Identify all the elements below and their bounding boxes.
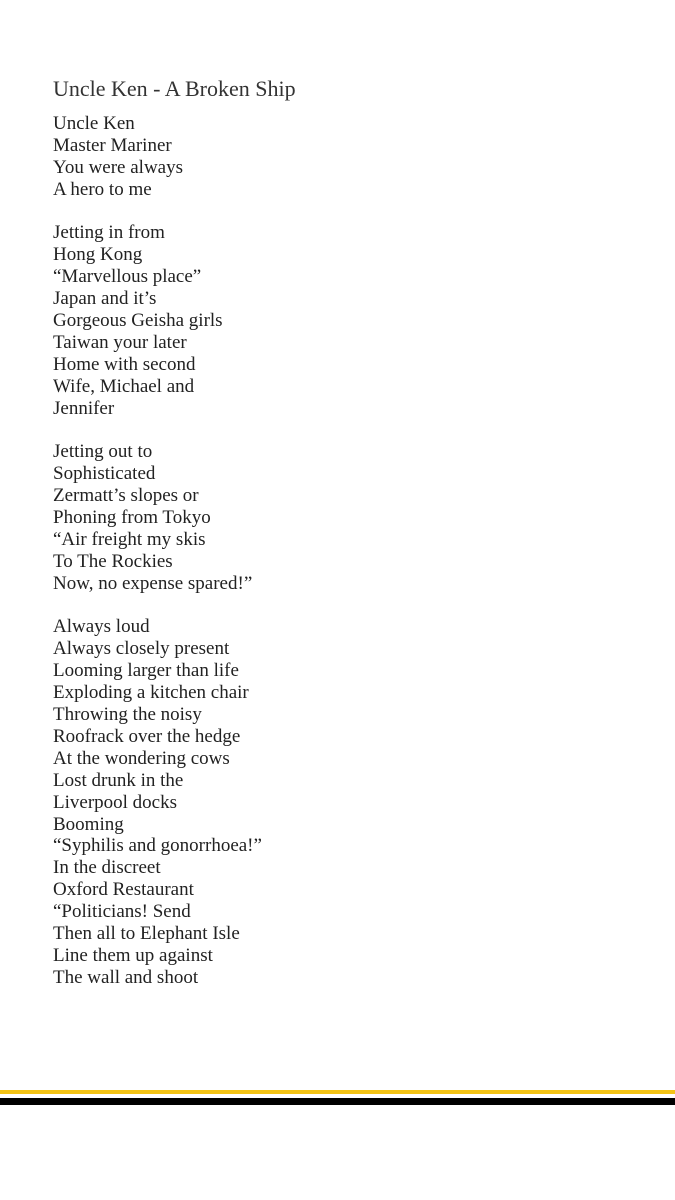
poem-line: Taiwan your later (53, 331, 187, 353)
poem-line: Home with second (53, 353, 196, 375)
poem-line: Gorgeous Geisha girls (53, 310, 223, 332)
footer-accent-rule (0, 1090, 675, 1094)
poem-line: A hero to me (53, 178, 152, 200)
stanza-2 (53, 222, 653, 419)
stanza-3 (53, 441, 653, 594)
poem-line: Now, no expense spared!” (53, 572, 253, 594)
poem-line: Exploding a kitchen chair (53, 682, 249, 704)
poem-line: Line them up against (53, 944, 213, 966)
poem-line: Zermatt’s slopes or (53, 485, 199, 507)
stanza-4 (53, 616, 653, 988)
poem-line: Lost drunk in the (53, 769, 184, 791)
poem-line: Hong Kong (53, 244, 143, 266)
poem-line: Jennifer (53, 397, 115, 419)
poem-line: In the discreet (53, 857, 161, 879)
poem-title: Uncle Ken - A Broken Ship (53, 76, 296, 101)
poem-line: Oxford Restaurant (53, 879, 194, 901)
poem-line: “Air freight my skis (53, 528, 206, 550)
stanza-1 (53, 113, 653, 201)
poem-line: You were always (53, 156, 183, 178)
poem-line: Roofrack over the hedge (53, 725, 241, 747)
footer-bar-rule (0, 1098, 675, 1105)
poem-line: The wall and shoot (53, 966, 199, 988)
poem-body (53, 113, 653, 1011)
poem-line: Jetting in from (53, 222, 165, 244)
poem-line: “Politicians! Send (53, 901, 191, 923)
poem-line: Uncle Ken (53, 113, 135, 134)
poem-line: At the wondering cows (53, 747, 230, 769)
poem-line: Booming (53, 813, 124, 835)
poem-line: Wife, Michael and (53, 375, 195, 397)
poem-line: Master Mariner (53, 134, 172, 156)
poem-line: Jetting out to (53, 441, 153, 463)
poem-line: Always loud (53, 616, 150, 638)
poem-line: “Marvellous place” (53, 266, 202, 288)
poem-line: Liverpool docks (53, 791, 178, 813)
poem-line: Throwing the noisy (53, 704, 202, 726)
poem-line: Always closely present (53, 638, 230, 660)
poem-line: Sophisticated (53, 463, 156, 485)
poem-line: Phoning from Tokyo (53, 507, 211, 529)
poem-line: Japan and it’s (53, 288, 157, 310)
poem-line: Looming larger than life (53, 660, 239, 682)
poem-line: To The Rockies (53, 550, 173, 572)
poem-line: “Syphilis and gonorrhoea!” (53, 835, 262, 857)
poem-line: Then all to Elephant Isle (53, 922, 240, 944)
